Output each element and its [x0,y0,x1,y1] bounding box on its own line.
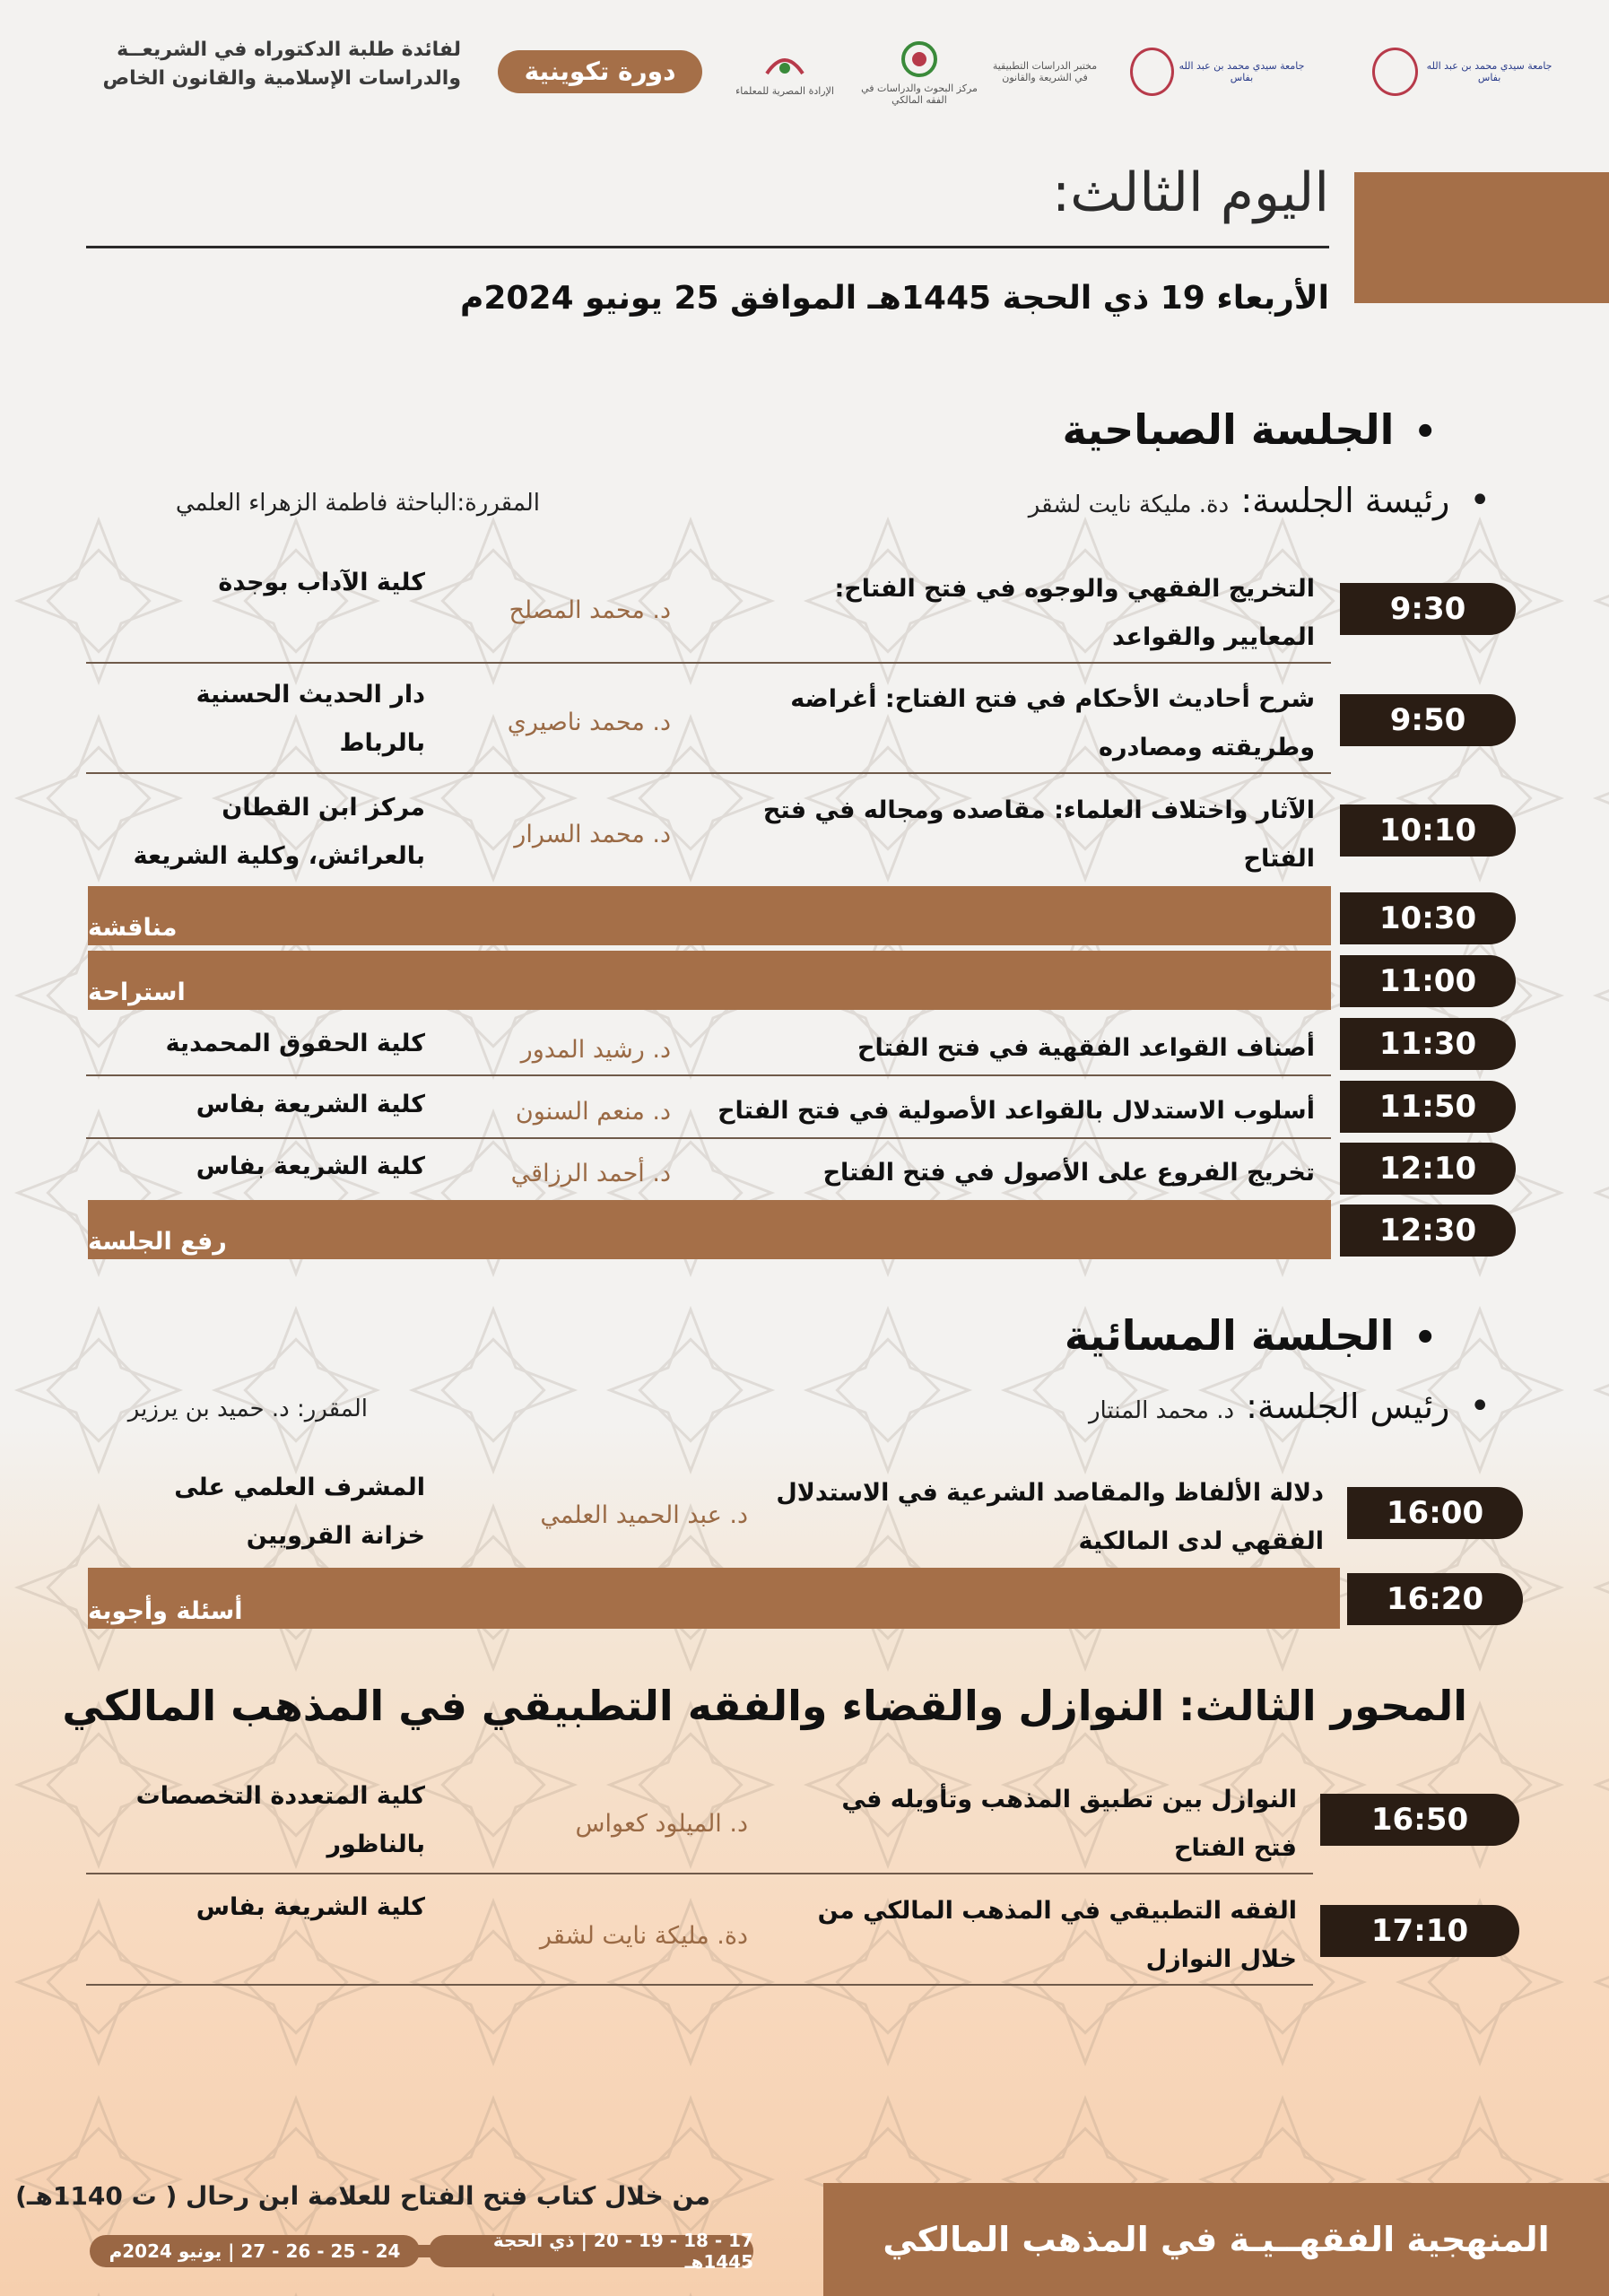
lecturer-name: دة. مليكة نايت لشقر [539,1922,748,1950]
institution-name: دار الحديث الحسنية بالرباط [196,681,425,757]
hijri-dates-pill: 17 - 18 - 19 - 20 | ذي الحجة 1445هـ [429,2235,753,2267]
time-badge: 16:20 [1347,1573,1523,1625]
morning-chair-label: رئيسة الجلسة: [1240,481,1450,520]
morning-chair-name: دة. مليكة نايت لشقر [1028,491,1230,518]
evening-chair-name: د. محمد المنتار [1088,1397,1235,1424]
applied-studies-lab-logo-text: مختبر الدراسات التطبيقية في الشريعة والقانون [992,60,1098,83]
time-badge: 11:50 [1340,1081,1516,1133]
institution-name: كلية الشريعة بفاس [196,1091,425,1118]
bullet-icon: • [1413,1318,1437,1359]
qa-band: أسئلة وأجوبة [88,1568,1340,1629]
lecturer-name: د. محمد السرار [514,821,671,848]
morning-rapporteur: المقررة:الباحثة فاطمة الزهراء العلمي [175,490,540,517]
institution-name: مركز ابن القطان بالعرائش، وكلية الشريعة [133,794,425,870]
lecturer-name: د. محمد المصلح [509,596,671,624]
institution-name: كلية المتعددة التخصصات بالناظور [135,1782,425,1858]
morning-chair [1029,480,1491,521]
talk-title: التخريج الفقهي والوجوه في فتح الفتاح: المعايير والقواعد [834,575,1315,651]
time-badge: 16:00 [1347,1487,1523,1539]
evening-chair-label: رئيس الجلسة: [1246,1387,1450,1426]
day-title-divider [86,246,1329,248]
institution-name: كلية الشريعة بفاس [196,1152,425,1180]
lecturer-name: د. الميلود كعواس [575,1810,748,1838]
row-divider [86,1984,1313,1986]
program-title-band: المنهجية الفقهــيـة في المذهب المالكي [823,2183,1609,2296]
evening-rapporteur: المقرر: د. حميد بن يرزير [127,1396,368,1422]
lecturer-name: د. رشيد المدور [520,1036,671,1064]
talk-title: النوازل بين تطبيق المذهب وتأويله في فتح الفتاح [841,1786,1297,1862]
faculty-seal-icon [1130,48,1174,96]
institution-name: كلية الآداب بوجدة [218,569,425,596]
course-badge: دورة تكوينية [498,50,702,93]
research-center-logo [861,36,978,108]
supreme-council-logo [726,36,843,108]
time-badge: 11:30 [1340,1018,1516,1070]
discussion-band: مناقشة [88,886,1331,945]
lecturer-name: د. أحمد الرزاقي [510,1160,671,1187]
time-badge: 12:30 [1340,1205,1516,1257]
time-badge: 16:50 [1320,1794,1519,1846]
institution-name: كلية الشريعة بفاس [196,1893,425,1921]
faculty-logo [1130,36,1309,108]
day-date: الأربعاء 19 ذي الحجة 1445هـ الموافق 25 يونيو 2024م [459,280,1329,317]
talk-title: الفقه التطبيقي في المذهب المالكي من خلال النوازل [817,1897,1297,1973]
bullet-icon: • [1469,480,1491,521]
day-title: اليوم الثالث: [1051,161,1329,224]
time-badge: 9:50 [1340,694,1516,746]
evening-session-title: الجلسة المسائية [1064,1311,1395,1360]
time-badge: 11:00 [1340,955,1516,1007]
university-seal-icon [1372,48,1418,96]
bullet-icon: • [1469,1386,1491,1427]
row-divider [86,662,1331,664]
talk-title: أسلوب الاستدلال بالقواعد الأصولية في فتح الفتاح [718,1097,1315,1125]
time-badge: 9:30 [1340,583,1516,635]
lecturer-name: د. منعم السنون [515,1098,671,1126]
institution-name: المشرف العلمي على خزانة القرويين [174,1474,425,1550]
institution-name: كلية الحقوق المحمدية [165,1030,425,1057]
supreme-council-logo-text: الإرادة المصرية للمعلماء [735,85,834,97]
talk-title: دلالة الألفاظ والمقاصد الشرعية في الاستدلال الفقهي لدى المالكية [776,1479,1324,1555]
bullet-icon: • [1413,412,1437,453]
time-badge: 17:10 [1320,1905,1519,1957]
morning-session-heading [1062,405,1437,454]
row-divider [86,772,1331,774]
talk-title: تخريج الفروع على الأصول في فتح الفتاح [822,1159,1315,1187]
gregorian-dates-pill: 24 - 25 - 26 - 27 | يونيو 2024م [90,2235,420,2267]
break-band: استراحة [88,951,1331,1010]
row-divider [86,1137,1331,1139]
time-badge: 12:10 [1340,1143,1516,1195]
row-divider [86,1873,1313,1874]
lecturer-name: د. محمد ناصيري [507,709,671,736]
evening-session-heading [1065,1311,1437,1360]
talk-title: شرح أحاديث الأحكام في فتح الفتاح: أغراضه وطريقته ومصادره [790,685,1315,761]
day-accent-block [1354,172,1609,303]
supreme-council-emblem-icon [758,47,812,83]
applied-studies-lab-logo [987,36,1103,108]
axis3-heading: المحور الثالث: النوازل والقضاء والفقه التطبيقي في المذهب المالكي [62,1682,1467,1730]
time-badge: 10:10 [1340,804,1516,857]
session-close-band: رفع الجلسة [88,1200,1331,1259]
beneficiary-text: لفائدة طلبة الدكتوراه في الشريعــة والدراسات الإسلامية والقانون الخاص [102,39,461,90]
evening-chair [1089,1386,1491,1427]
university-logo-text: جامعة سيدي محمد بن عبد الله بفاس [1426,60,1552,83]
faculty-logo-text: جامعة سيدي محمد بن عبد الله بفاس [1178,60,1305,83]
research-center-logo-text: مركز البحوث والدراسات في الفقه المالكي [861,82,978,106]
talk-title: الآثار واختلاف العلماء: مقاصده ومجاله في فتح الفتاح [762,796,1315,873]
time-badge: 10:30 [1340,892,1516,944]
row-divider [86,1074,1331,1076]
research-center-emblem-icon [897,39,942,80]
talk-title: أصناف القواعد الفقهية في فتح الفتاح [857,1034,1315,1062]
morning-session-title: الجلسة الصباحية [1062,405,1395,454]
university-logo [1372,36,1561,108]
program-subtitle: من خلال كتاب فتح الفتاح للعلامة ابن رحال ( ت 1140هـ) [15,2181,710,2211]
lecturer-name: د. عبد الحميد العلمي [540,1501,748,1529]
